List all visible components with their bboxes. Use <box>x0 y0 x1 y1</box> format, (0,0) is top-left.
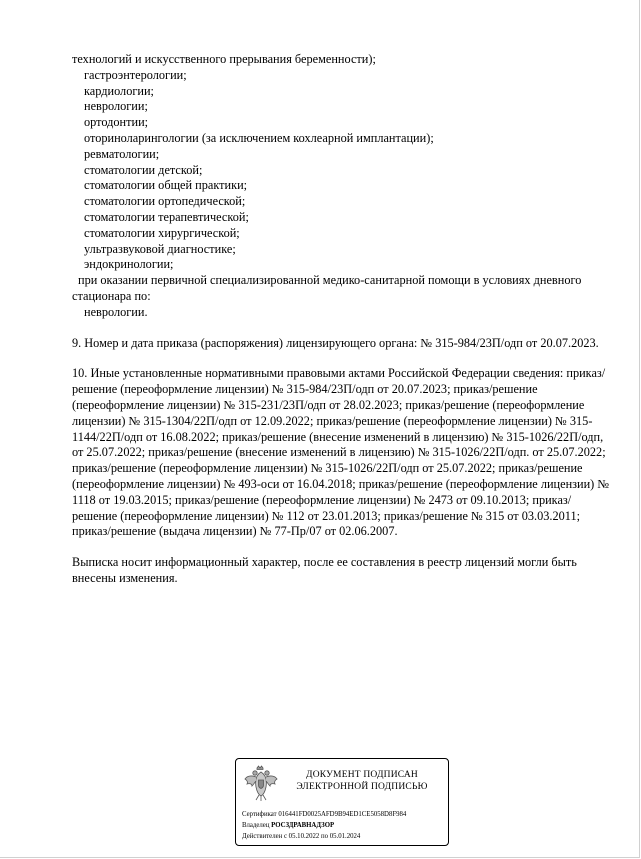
specialty-item: ортодонтии; <box>84 115 149 130</box>
document-body <box>72 52 612 587</box>
specialty-item: неврологии; <box>84 99 148 114</box>
electronic-signature-stamp <box>235 758 449 846</box>
text-line: технологий и искусственного прерывания беременности); <box>72 52 376 66</box>
section-9: 9. Номер и дата приказа (распоряжения) лицензирующего органа: № 315-984/23П/одп от 20.07.2023. <box>72 335 599 350</box>
day-hospital-intro: при оказании первичной специализированной медико-санитарной помощи в условиях дневного <box>78 273 582 288</box>
owner-label: Владелец <box>242 822 270 829</box>
specialty-item: ревматологии; <box>84 146 160 161</box>
certificate-row <box>242 809 406 820</box>
certificate-label: Сертификат <box>242 811 277 818</box>
specialty-item: стоматологии детской; <box>84 162 203 177</box>
specialty-item: ультразвуковой диагностике; <box>84 241 236 256</box>
signature-title <box>280 769 444 793</box>
validity-row <box>242 831 406 842</box>
validity-to: 05.01.2024 <box>329 833 361 840</box>
specialty-item: стоматологии терапевтической; <box>84 209 249 224</box>
day-hospital-item: неврологии. <box>84 304 148 319</box>
owner-row <box>242 820 406 831</box>
specialty-item: кардиологии; <box>84 83 154 98</box>
specialty-item: эндокринологии; <box>84 257 174 272</box>
validity-from: 05.10.2022 <box>288 833 320 840</box>
day-hospital-intro-cont: стационара по: <box>72 288 151 303</box>
specialty-item: гастроэнтерологии; <box>84 67 187 82</box>
signature-meta <box>242 809 406 842</box>
validity-label: Действителен с <box>242 833 287 840</box>
specialty-list <box>72 68 612 273</box>
signature-title-line1: ДОКУМЕНТ ПОДПИСАН <box>306 770 418 780</box>
validity-sep: по <box>320 833 329 840</box>
disclaimer: Выписка носит информационный характер, после ее составления в реестр лицензий могли быть внесены изменения. <box>72 555 577 585</box>
russian-coat-of-arms-icon <box>244 765 278 803</box>
specialty-item: стоматологии ортопедической; <box>84 194 246 209</box>
certificate-value: 016441FD0025AFD9B94ED1CE5058D8F984 <box>278 811 407 818</box>
section-10: 10. Иные установленные нормативными правовыми актами Российской Федерации сведения: приказ/решение (переоформление лицензии) № 315-984/23П/одп от 20.07.2023; приказ/решение (переоформление лицензии) № 315-231/23П/одп от 28.02.2023; приказ/решение (переоформление лицензии) № 315-1304/22П/одп от 12.09.2022; приказ/решение (переоформление лицензии) № 315-1144/22П/одп от 16.08.2022; приказ/решение (внесение изменений в лицензию) № 315-1026/22П/одп, от 25.07.2022; приказ/решение (внесение изменений в лицензию) № 315-1026/22П/одп. от 25.07.2022; приказ/решение (переоформление лицензии) № 315-1026/22П/одп от 25.07.2022; приказ/решение (переоформление лицензии) № 493-оси от 16.04.2018; приказ/решение (переоформление лицензии) № 1118 от 19.03.2015; приказ/решение (переоформление лицензии) № 2473 от 09.10.2013; приказ/решение (переоформление лицензии) № 112 от 23.01.2013; приказ/решение № 315 от 03.03.2011; приказ/решение (выдача лицензии) № 77-Пр/07 от 02.06.2007. <box>72 366 610 539</box>
specialty-item: стоматологии общей практики; <box>84 178 248 193</box>
specialty-item: стоматологии хирургической; <box>84 225 240 240</box>
signature-title-line2: ЭЛЕКТРОННОЙ ПОДПИСЬЮ <box>296 782 428 792</box>
specialty-item: оториноларингологии (за исключением кохлеарной имплантации); <box>84 130 434 145</box>
owner-value: РОСЗДРАВНАДЗОР <box>271 822 335 829</box>
